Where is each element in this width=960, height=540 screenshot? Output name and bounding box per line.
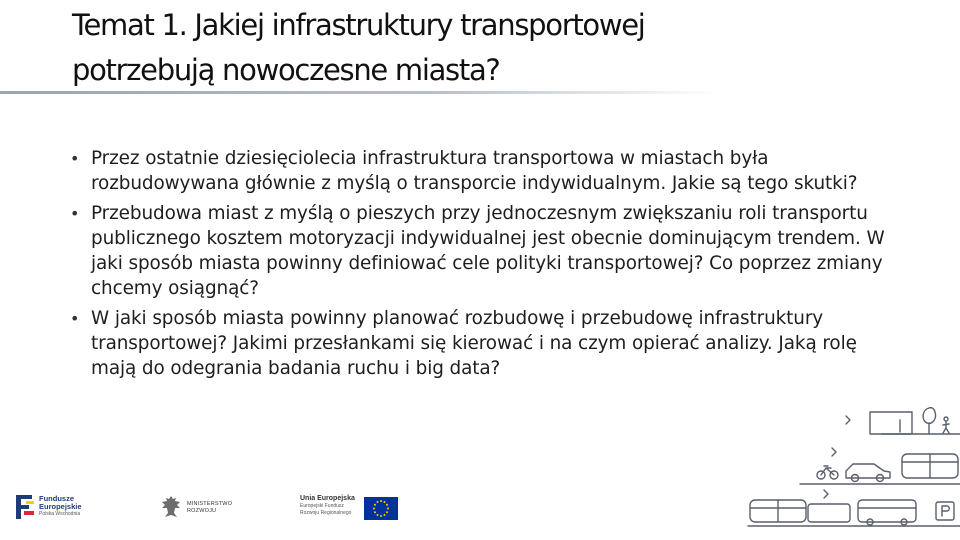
unia-line1: Unia Europejska — [300, 495, 355, 502]
bullet-text: Przez ostatnie dziesięciolecia infrastruktura transportowa w miastach była rozbudowywana głównie z myślą o transporcie indywidualnym. Jakie są tego skutki? — [91, 148, 858, 194]
tree-icon — [923, 408, 935, 434]
building-icon — [870, 412, 912, 434]
bus-icon — [858, 500, 916, 525]
arrow-3-icon — [824, 490, 828, 498]
unia-line2: Europejski Fundusz — [300, 503, 344, 509]
fundusze-mark-icon — [14, 493, 36, 521]
pedestrian-icon — [943, 417, 949, 433]
unia-line3: Rozwoju Regionalnego — [300, 509, 352, 516]
bullet-text: W jaki sposób miasta powinny planować rozbudowę i przebudowę infrastruktury transportowej? Jakimi przesłankami się kierować i na czym opierać analizy. Jaką rolę mają do odegrania badania ruchu i big data? — [91, 308, 857, 379]
ministerstwo-rozwoju-logo — [160, 494, 250, 524]
fundusze-line2: Europejskie — [39, 502, 82, 511]
title-line-1: Temat 1. Jakiej infrastruktury transportowej — [72, 8, 645, 42]
logo-bar — [0, 488, 420, 528]
parking-icon — [936, 502, 954, 520]
car-icon — [846, 464, 890, 482]
arrow-2-icon — [832, 448, 836, 456]
fundusze-europejskie-logo — [14, 491, 92, 525]
bullet-list — [70, 146, 890, 386]
bullet-item — [70, 201, 890, 301]
slide-title — [72, 3, 872, 93]
ministerstwo-line2: ROZWOJU — [187, 507, 217, 514]
bullet-item — [70, 146, 890, 196]
eagle-emblem-icon — [160, 494, 182, 520]
eu-flag-icon — [364, 497, 398, 520]
bullet-item — [70, 306, 890, 381]
tram-2-icon — [750, 500, 850, 522]
ministerstwo-line1: MINISTERSTWO — [187, 501, 233, 507]
bicycle-icon — [817, 466, 838, 479]
unia-europejska-logo — [300, 492, 400, 524]
tram-icon — [902, 454, 958, 478]
title-underline — [0, 91, 720, 94]
arrow-1-icon — [846, 416, 850, 424]
fundusze-line1: Fundusze — [39, 494, 74, 503]
transport-illustration — [740, 398, 960, 530]
fundusze-line3: Polska Wschodnia — [39, 511, 81, 517]
bullet-text: Przebudowa miast z myślą o pieszych przy jednoczesnym zwiększaniu roli transportu publicznego kosztem motoryzacji indywidualnej jest obecnie dominującym trendem. W jaki sposób miasta powinny definiować cele polityki transportowej? Co poprzez zmiany chcemy osiągnąć? — [91, 203, 885, 299]
title-line-2: potrzebują nowoczesne miasta? — [72, 53, 500, 87]
